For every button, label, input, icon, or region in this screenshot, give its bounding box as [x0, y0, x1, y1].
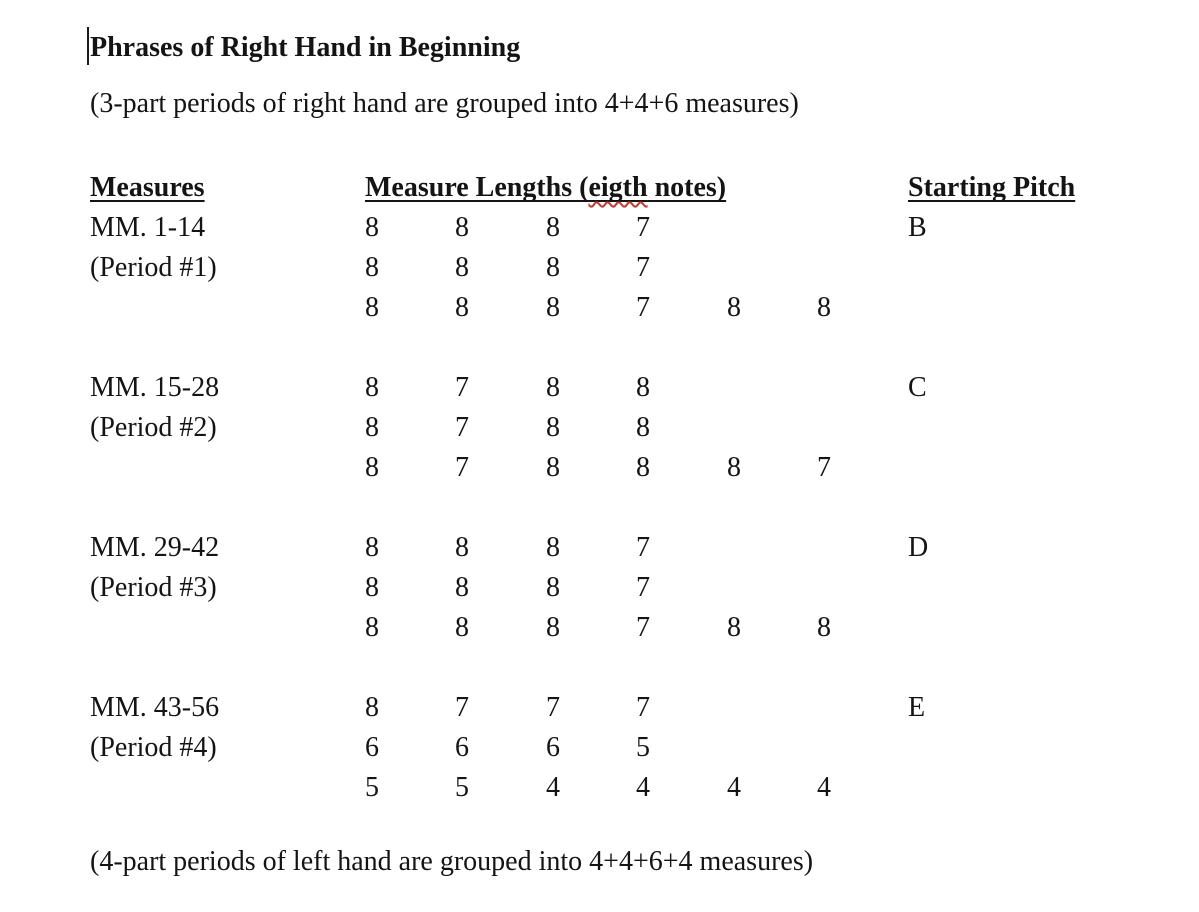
length-value: 8 [365, 532, 379, 563]
length-value: 8 [546, 612, 560, 643]
starting-pitch-value: E [908, 692, 926, 723]
length-value [817, 568, 908, 608]
table-row [90, 768, 1199, 808]
length-value: 8 [817, 292, 831, 323]
misspelled-word-eigth: eigth [588, 172, 648, 203]
length-value: 8 [636, 412, 650, 443]
measure-range-label: MM. 1-14 [90, 212, 206, 243]
length-value: 6 [365, 732, 379, 763]
table-row [90, 248, 1199, 288]
measure-lengths-header-suffix: notes) [647, 172, 727, 203]
measures-column-header: Measures [90, 172, 205, 203]
length-value: 5 [365, 772, 379, 803]
length-value [727, 528, 817, 568]
length-value: 8 [817, 612, 831, 643]
length-value: 8 [365, 412, 379, 443]
length-value: 7 [817, 452, 831, 483]
length-value [817, 248, 908, 288]
length-value [727, 688, 817, 728]
measure-range-label: MM. 29-42 [90, 532, 220, 563]
measure-range-label: MM. 43-56 [90, 692, 220, 723]
block-spacer [90, 328, 1199, 368]
table-header-row [90, 168, 1199, 208]
length-value: 8 [455, 572, 469, 603]
length-value: 4 [546, 772, 560, 803]
length-value: 8 [455, 612, 469, 643]
length-value: 8 [727, 612, 741, 643]
length-value: 7 [636, 292, 650, 323]
length-value [817, 208, 908, 248]
length-value: 4 [727, 772, 741, 803]
length-value: 7 [455, 412, 469, 443]
length-value [817, 408, 908, 448]
length-value: 6 [455, 732, 469, 763]
length-value: 7 [455, 692, 469, 723]
length-value: 8 [365, 572, 379, 603]
footer-left-hand-grouping: (4-part periods of left hand are grouped into 4+4+6+4 measures) [90, 846, 814, 877]
period-label: (Period #4) [90, 732, 217, 763]
length-value: 7 [636, 612, 650, 643]
length-value: 8 [546, 212, 560, 243]
length-value [727, 208, 817, 248]
subtitle-right-hand-grouping: (3-part periods of right hand are grouped into 4+4+6 measures) [90, 88, 799, 119]
length-value: 4 [636, 772, 650, 803]
length-value: 7 [636, 212, 650, 243]
table-row [90, 408, 1199, 448]
length-value: 8 [365, 612, 379, 643]
period-label: (Period #1) [90, 252, 217, 283]
length-value [817, 368, 908, 408]
period-label: (Period #2) [90, 412, 217, 443]
period-label: (Period #3) [90, 572, 217, 603]
length-value: 7 [636, 572, 650, 603]
length-value: 8 [455, 212, 469, 243]
length-value: 8 [636, 452, 650, 483]
length-value: 7 [455, 452, 469, 483]
length-value: 5 [455, 772, 469, 803]
length-value: 8 [727, 292, 741, 323]
length-value: 8 [365, 212, 379, 243]
starting-pitch-value: C [908, 372, 927, 403]
length-value [727, 248, 817, 288]
length-value: 8 [727, 452, 741, 483]
table-row [90, 368, 1199, 408]
length-value: 8 [455, 252, 469, 283]
length-value: 4 [817, 772, 831, 803]
length-value: 7 [636, 692, 650, 723]
length-value: 8 [636, 372, 650, 403]
length-value: 8 [365, 252, 379, 283]
starting-pitch-column-header: Starting Pitch [908, 172, 1076, 203]
table-row [90, 528, 1199, 568]
table-row [90, 728, 1199, 768]
length-value: 5 [636, 732, 650, 763]
document-title: Phrases of Right Hand in Beginning [90, 32, 521, 63]
text-cursor-caret [87, 27, 89, 65]
length-value: 6 [546, 732, 560, 763]
block-spacer [90, 488, 1199, 528]
length-value: 8 [546, 452, 560, 483]
length-value: 8 [546, 532, 560, 563]
block-spacer [90, 648, 1199, 688]
measure-lengths-header-text: Measure Lengths ( [365, 172, 589, 203]
length-value [727, 728, 817, 768]
table-row [90, 208, 1199, 248]
length-value: 8 [546, 372, 560, 403]
table-row [90, 288, 1199, 328]
length-value: 8 [546, 412, 560, 443]
length-value [727, 368, 817, 408]
length-value: 8 [365, 372, 379, 403]
length-value [817, 528, 908, 568]
measure-range-label: MM. 15-28 [90, 372, 220, 403]
length-value [727, 568, 817, 608]
table-row [90, 608, 1199, 648]
table-row [90, 448, 1199, 488]
starting-pitch-value: D [908, 532, 929, 563]
length-value: 7 [455, 372, 469, 403]
length-value [727, 408, 817, 448]
length-value: 8 [365, 692, 379, 723]
table-row [90, 688, 1199, 728]
length-value: 7 [636, 532, 650, 563]
length-value [817, 688, 908, 728]
starting-pitch-value: B [908, 212, 927, 243]
length-value [817, 728, 908, 768]
measure-lengths-column-header [365, 172, 726, 203]
length-value: 8 [455, 532, 469, 563]
length-value: 8 [546, 572, 560, 603]
measure-length-table [90, 168, 1199, 808]
length-value: 7 [546, 692, 560, 723]
length-value: 8 [546, 252, 560, 283]
length-value: 8 [455, 292, 469, 323]
length-value: 8 [546, 292, 560, 323]
length-value: 7 [636, 252, 650, 283]
table-row [90, 568, 1199, 608]
length-value: 8 [365, 452, 379, 483]
length-value: 8 [365, 292, 379, 323]
